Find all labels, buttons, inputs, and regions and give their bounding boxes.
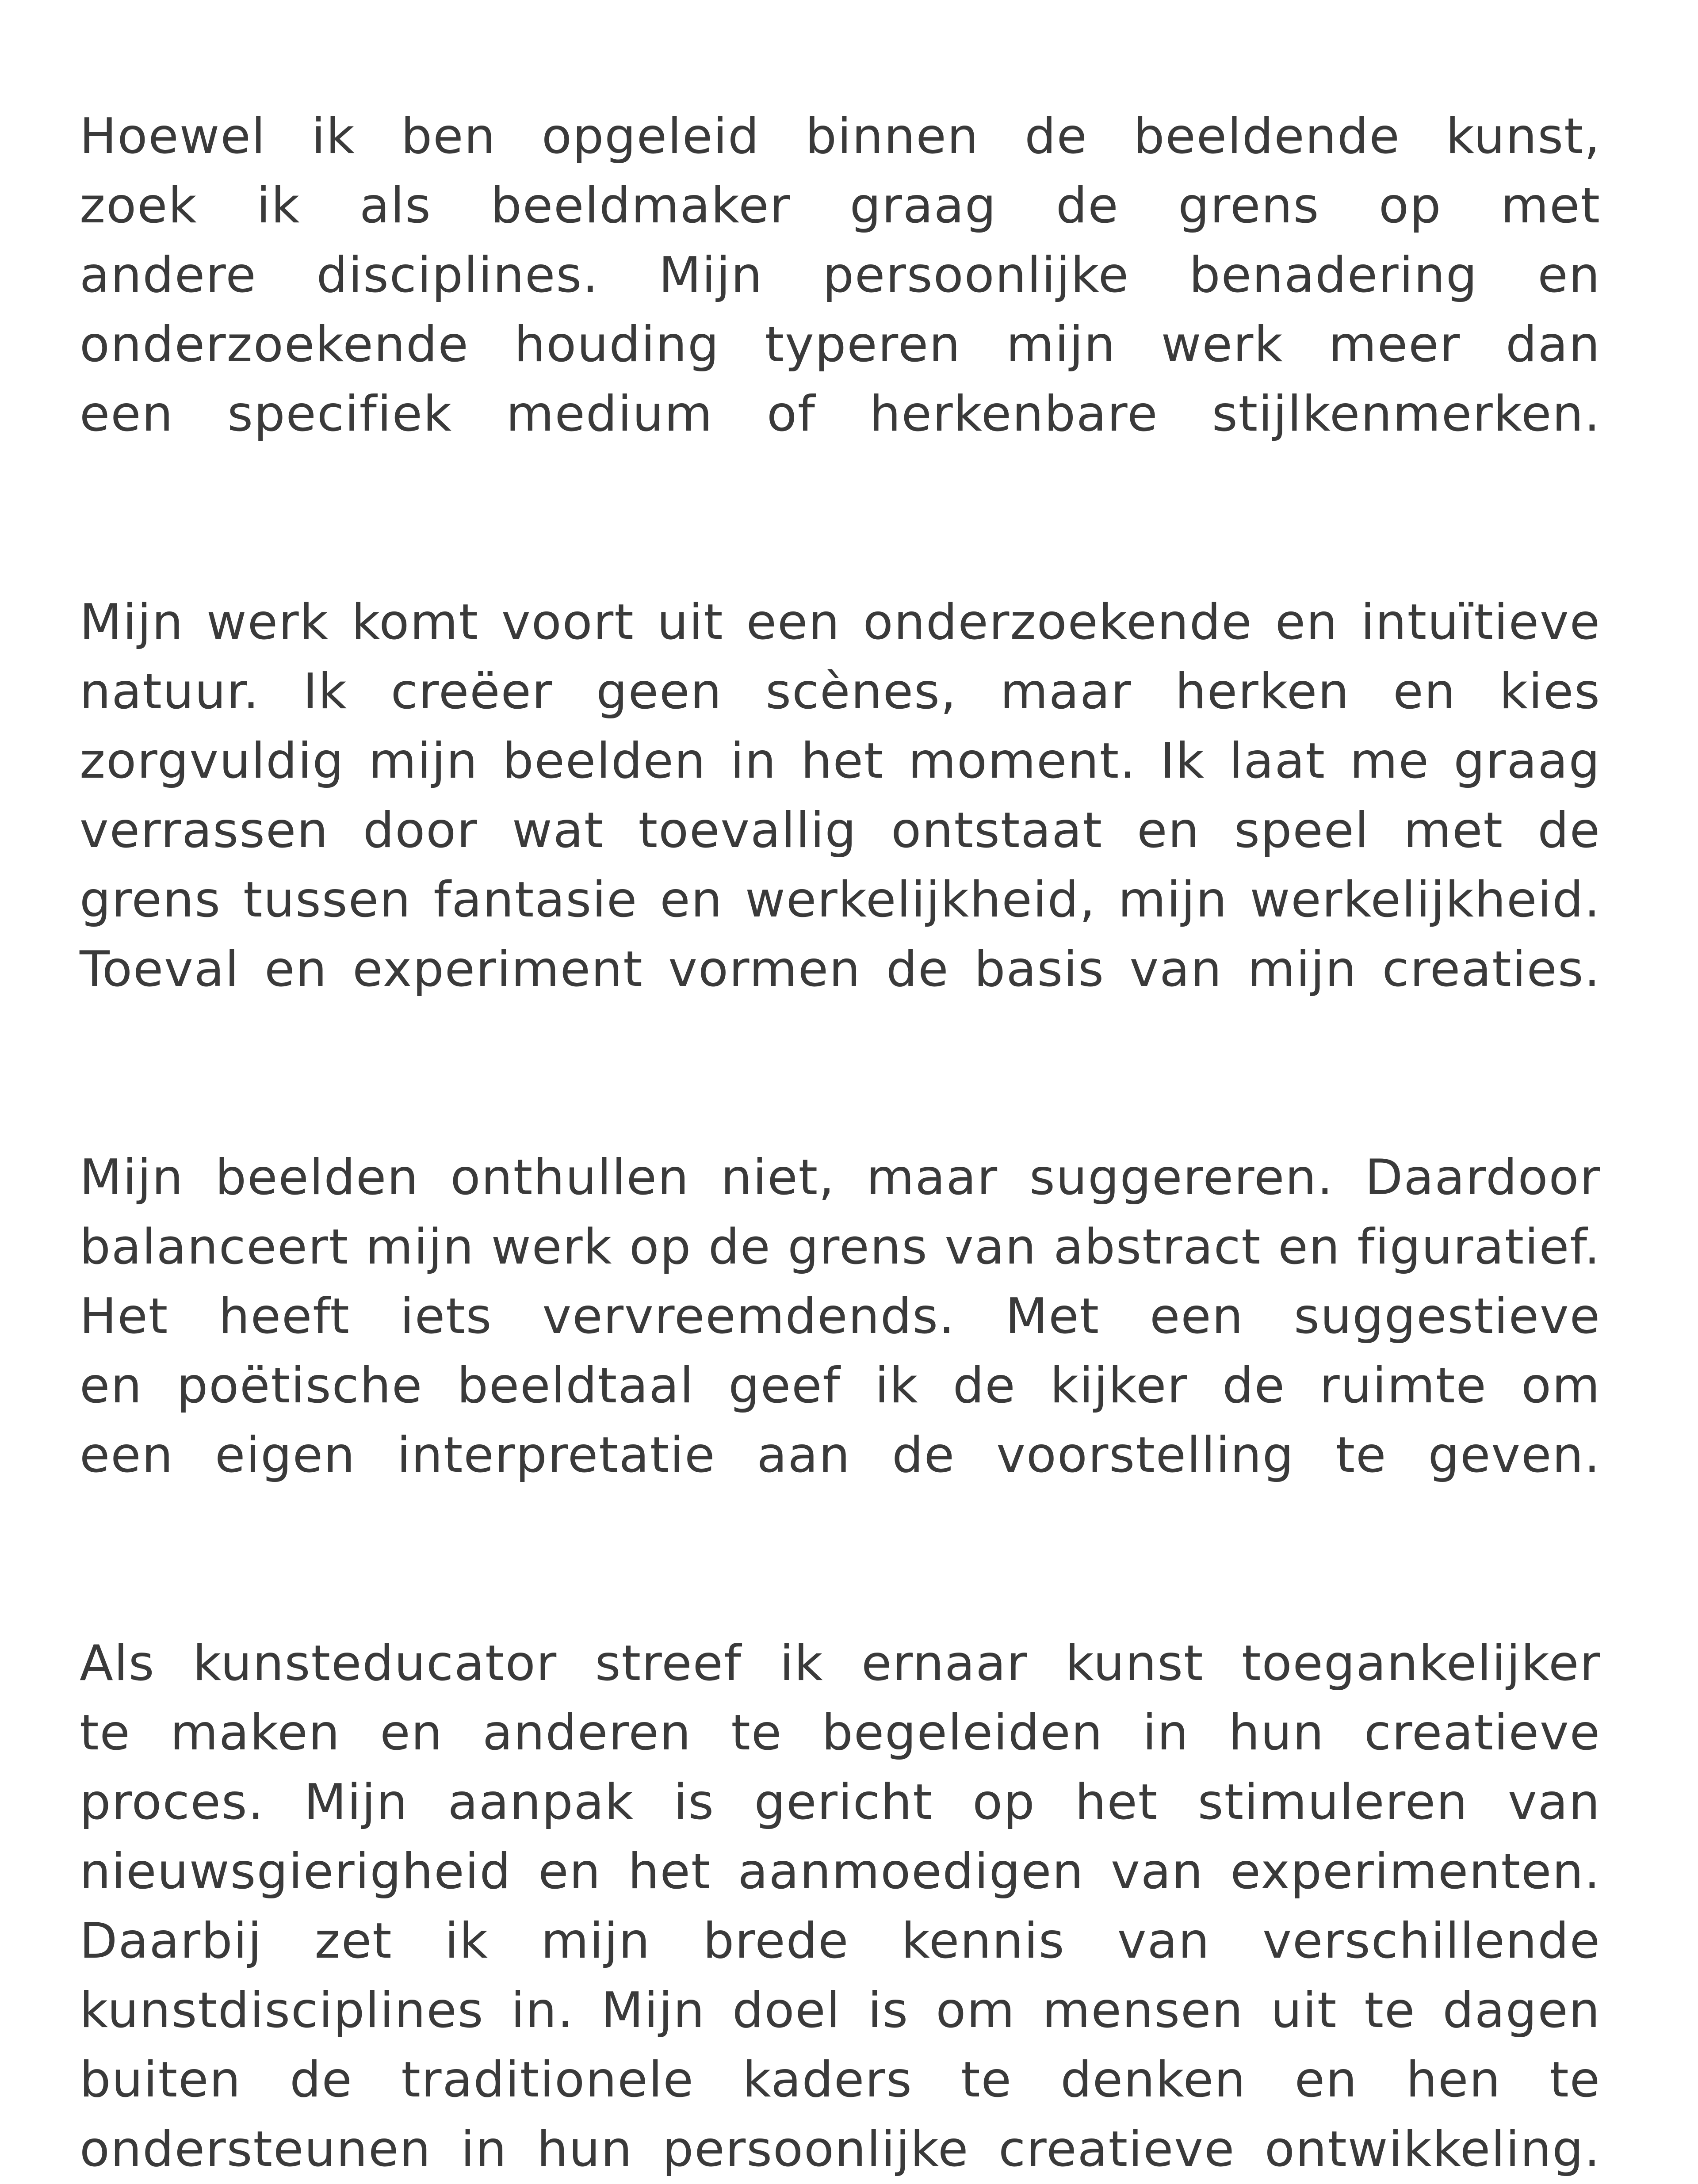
paragraph-line: Als kunsteducator streef ik ernaar kunst toegankelijker [80,1635,1601,1692]
paragraph-line: buiten de traditionele kaders te denken en hen te [80,2051,1601,2108]
paragraph-spacer [80,1490,1601,1629]
paragraph-line: onderzoekende houding typeren mijn werk meer dan [80,316,1601,373]
paragraph-line: kunstdisciplines in. Mijn doel is om mensen uit te dagen [80,1982,1601,2039]
text-page [80,102,1601,2184]
paragraph-line: een specifiek medium of herkenbare stijlkenmerken. [80,386,1601,443]
paragraph-line: ondersteunen in hun persoonlijke creatieve ontwikkeling. [80,2121,1601,2178]
paragraph-line: Mijn werk komt voort uit een onderzoekende en intuïtieve [80,594,1601,651]
paragraph-line: balanceert mijn werk op de grens van abstract en figuratief. [80,1218,1601,1275]
paragraph-line: te maken en anderen te begeleiden in hun creatieve [80,1704,1601,1761]
paragraph-line: een eigen interpretatie aan de voorstelling te geven. [80,1427,1601,1484]
paragraph-line: Het heeft iets vervreemdends. Met een suggestieve [80,1288,1601,1345]
paragraph-line: zoek ik als beeldmaker graag de grens op met [80,177,1601,234]
paragraph-3 [80,1143,1601,1490]
paragraph-spacer [80,449,1601,588]
paragraph-line: proces. Mijn aanpak is gericht op het stimuleren van [80,1774,1601,1831]
paragraph-line: en poëtische beeldtaal geef ik de kijker de ruimte om [80,1357,1601,1414]
paragraph-line: Toeval en experiment vormen de basis van mijn creaties. [80,941,1601,998]
paragraph-1 [80,102,1601,449]
paragraph-line: Hoewel ik ben opgeleid binnen de beeldende kunst, [80,108,1601,165]
paragraph-line: grens tussen fantasie en werkelijkheid, mijn werkelijkheid. [80,871,1601,928]
paragraph-line: natuur. Ik creëer geen scènes, maar herken en kies [80,663,1601,720]
paragraph-4 [80,1629,1601,2184]
paragraph-line: andere disciplines. Mijn persoonlijke benadering en [80,247,1601,304]
paragraph-2 [80,588,1601,1004]
paragraph-spacer [80,1004,1601,1143]
paragraph-line: Daarbij zet ik mijn brede kennis van verschillende [80,1913,1601,1970]
paragraph-line: zorgvuldig mijn beelden in het moment. Ik laat me graag [80,733,1601,790]
paragraph-line: nieuwsgierigheid en het aanmoedigen van experimenten. [80,1843,1601,1900]
paragraph-line: Mijn beelden onthullen niet, maar suggereren. Daardoor [80,1149,1601,1206]
paragraph-line: verrassen door wat toevallig ontstaat en speel met de [80,802,1601,859]
